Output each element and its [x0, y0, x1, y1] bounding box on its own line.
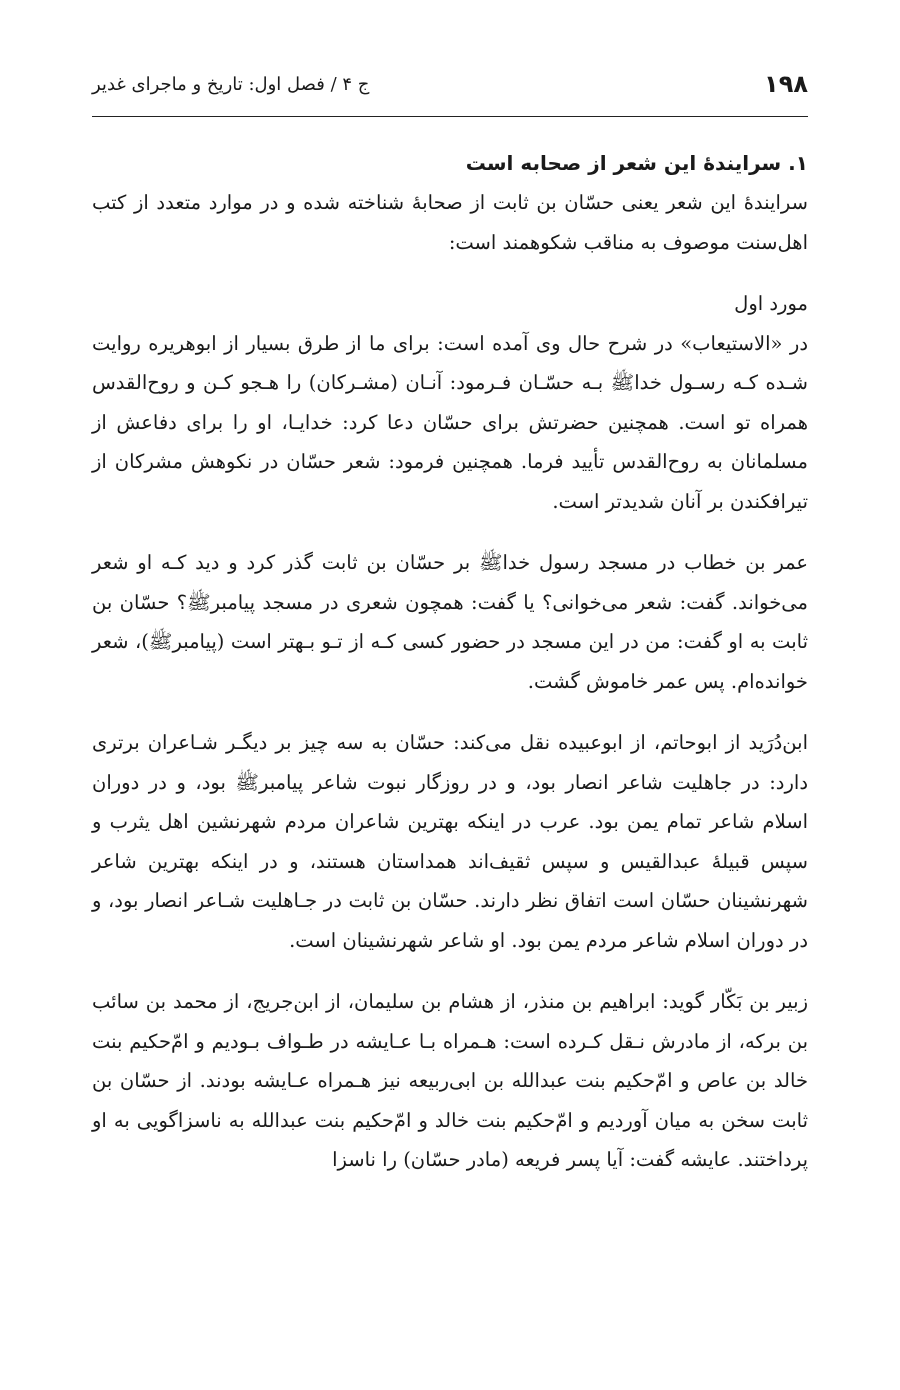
body-paragraph-4: زبیر بن بَکّار گوید: ابراهیم بن منذر، از هشام بن سلیمان، از ابن‌جریج، از محمد بن سائب بن برکه، از مادرش نـقل کـرده است: هـمراه بـا عـایشه در طـواف بـودیم و امّ‌حکیم بنت خالد بن عاص و امّ‌حکیم بنت عبدالله بن ابی‌ربیعه نیز هـمراه عـایشه بودند. از حسّان بن ثابت سخن به میان آوردیم و امّ‌حکیم بنت خالد و امّ‌حکیم بنت عبدالله به ناسزاگویی به او پرداختند. عایشه گفت: آیا پسر فریعه (مادر حسّان) را ناسزا — [92, 990, 808, 1171]
page-number: ۱۹۸ — [764, 70, 808, 98]
body-paragraph-3: ابن‌دُرَید از ابوحاتم، از ابوعبیده نقل می‌کند: حسّان به سه چیز بر دیگـر شـاعران برتری دارد: در جاهلیت شاعر انصار بود، و در روزگار نبوت شاعر پیامبرﷺ بود، و در دوران اسلام شاعر تمام یمن بود. عرب در اینکه بهترین شاعران مردم شهرنشین اهل یثرب و سپس قبیلهٔ عبدالقیس و سپس ثقیف‌اند همداستان هستند، و در اینکه بهترین شاعر شهرنشینان حسّان است اتفاق نظر دارند. حسّان بن ثابت در جـاهلیت شـاعر انصار بود، و در دوران اسلام شاعر مردم یمن بود. او شاعر شهرنشینان است. — [92, 731, 808, 952]
page-header — [92, 70, 808, 117]
sub-heading: مورد اول — [734, 292, 808, 315]
page-body — [92, 143, 808, 1180]
intro-paragraph: سرایندهٔ این شعر یعنی حسّان بن ثابت از صحابهٔ شناخته شده و در موارد متعدد از کتب اهل‌سنت موصوف به مناقب شکوهمند است: — [92, 191, 808, 254]
running-head: ج ۴ / فصل اول: تاریخ و ماجرای غدیر — [92, 74, 370, 95]
body-paragraph-1: در «الاستیعاب» در شرح حال وی آمده است: برای ما از طرق بسیار از ابوهریره روایت شـده کـه رسـول خداﷺ بـه حسّـان فـرمود: آنـان (مشـرکان) را هـجو کـن و روح‌القدس همراه تو است. همچنین حضرتش برای حسّان دعا کرد: خدایـا، او را برای دفاعش از مسلمانان به روح‌القدس تأیید فرما. همچنین فرمود: شعر حسّان در نکوهش مشرکان از تیرافکندن بر آنان شدیدتر است. — [92, 331, 808, 513]
body-paragraph-2: عمر بن خطاب در مسجد رسول خداﷺ بر حسّان بن ثابت گذر کرد و دید کـه او شعر می‌خواند. گفت: شعر می‌خوانی؟ یا گفت: همچون شعری در مسجد پیامبرﷺ؟ حسّان بن ثابت به او گفت: من در این مسجد در حضور کسی کـه از تـو بـهتر است (پیامبرﷺ)، شعر خوانده‌ام. پس عمر خاموش گشت. — [92, 551, 808, 693]
section-title: ۱. سرایندهٔ این شعر از صحابه است — [465, 151, 808, 175]
